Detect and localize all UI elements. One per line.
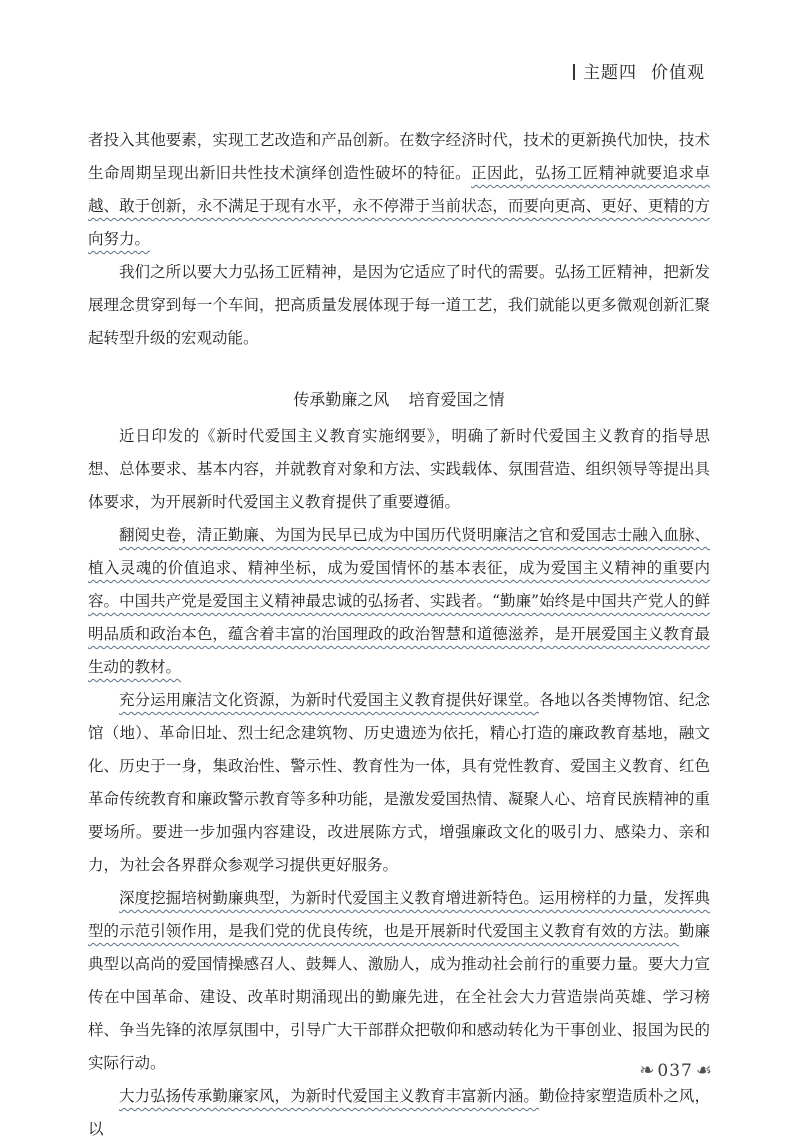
header-theme: 主题四 [583,63,637,83]
bottom-paragraphs [88,420,710,1146]
page-footer [639,1060,712,1081]
paragraph-text: 近日印发的《新时代爱国主义教育实施纲要》，明确了新时代爱国主义教育的指导思想、总体要求、基本内容，并就教育对象和方法、实践载体、氛围营造、组织领导等提出具体要求，为开展新时代爱国主义教育提供了重要遵循。 [88,427,710,511]
paragraph [88,124,710,256]
section-title-part2: 培育爱国之情 [408,390,505,409]
header-title: 价值观 [651,63,705,83]
underlined-text: 深度挖掘培树勤廉典型，为新时代爱国主义教育增进新特色。运用榜样的力量，发挥典型的示范引领作用，是我们党的优良传统，也是开展新时代爱国主义教育有效的方法。 [88,889,710,940]
running-header [573,58,705,83]
section-title-part1: 传承勤廉之风 [293,390,390,409]
paragraph [88,1080,710,1146]
paragraph-text: 勤廉典型以高尚的爱国情操感召人、鼓舞人、激励人，成为推动社会前行的重要力量。要大力宣传在中国革命、建设、改革时期涌现出的勤廉先进，在全社会大力营造崇尚英雄、学习榜样、争当先锋的浓厚氛围中，引导广大干部群众把敬仰和感动转化为干事创业、报国为民的实际行动。 [88,922,710,1072]
page-number: 037 [657,1060,693,1081]
header-bar [573,64,575,80]
section-title [88,383,710,416]
paragraph [88,420,710,519]
paragraph [88,882,710,1080]
underlined-text: 正因此，弘扬工匠精神就要追求卓越、敢于创新，永不满足于现有水平，永不停滞于当前状态，而要向更高、更好、更精的方向努力。 [88,164,710,248]
top-paragraphs [88,124,710,355]
underlined-text: 充分运用廉洁文化资源，为新时代爱国主义教育提供好课堂。 [119,691,539,709]
page-body [88,124,710,1146]
paragraph-text: 勤俭持家塑造质朴之风，以 [88,1087,710,1138]
left-ornament-icon: ❧ [639,1060,655,1081]
paragraph [88,684,710,882]
paragraph [88,256,710,355]
right-ornament-icon: ☙ [695,1060,712,1081]
paragraph [88,519,710,684]
underlined-text: 翻阅史卷，清正勤廉、为国为民早已成为中国历代贤明廉洁之官和爱国志士融入血脉、植入灵魂的价值追求、精神坐标，成为爱国情怀的基本表征，成为爱国主义精神的重要内容。中国共产党是爱国主义精神最忠诚的弘扬者、实践者。“勤廉”始终是中国共产党人的鲜明品质和政治本色，蕴含着丰富的治国理政的政治智慧和道德滋养，是开展爱国主义教育最生动的教材。 [88,526,710,676]
paragraph-text: 各地以各类博物馆、纪念馆（地）、革命旧址、烈士纪念建筑物、历史遗迹为依托，精心打造的廉政教育基地，融文化、历史于一身，集政治性、警示性、教育性为一体，具有党性教育、爱国主义教育、红色革命传统教育和廉政警示教育等多种功能，是激发爱国热情、凝聚人心、培育民族精神的重要场所。要进一步加强内容建设，改进展陈方式，增强廉政文化的吸引力、感染力、亲和力，为社会各界群众参观学习提供更好服务。 [88,691,710,874]
paragraph-text: 者投入其他要素，实现工艺改造和产品创新。在数字经济时代，技术的更新换代加快，技术生命周期呈现出新旧共性技术演绎创造性破坏的特征。 [88,131,710,182]
paragraph-text: 我们之所以要大力弘扬工匠精神，是因为它适应了时代的需要。弘扬工匠精神，把新发展理念贯穿到每一个车间，把高质量发展体现于每一道工艺，我们就能以更多微观创新汇聚起转型升级的宏观动能。 [88,263,710,347]
underlined-text: 大力弘扬传承勤廉家风，为新时代爱国主义教育丰富新内涵。 [119,1087,539,1105]
